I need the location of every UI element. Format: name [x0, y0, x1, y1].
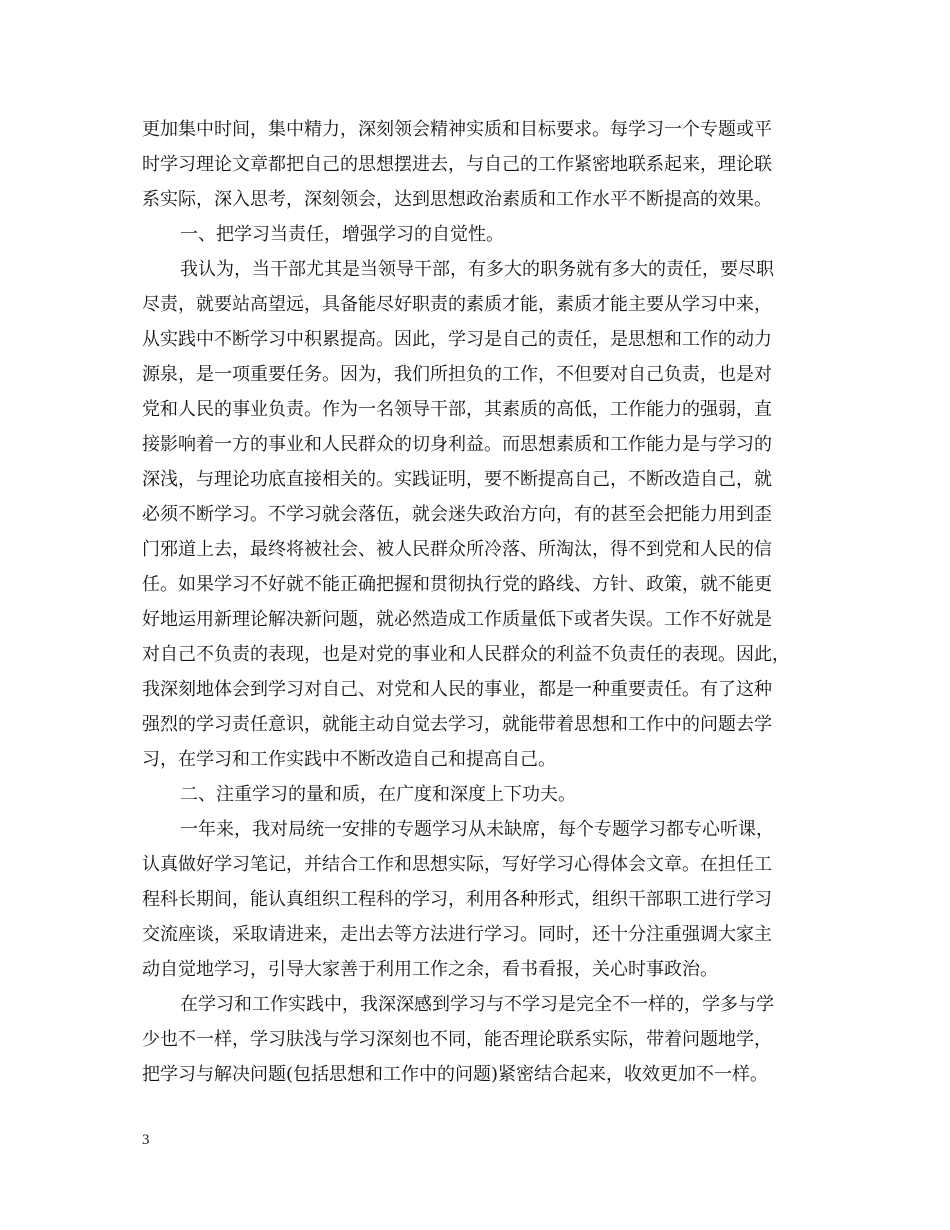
text-line: 任。如果学习不好就不能正确把握和贯彻执行党的路线、方针、政策，就不能更 — [142, 574, 772, 595]
paragraph-start-line: 一、把学习当责任，增强学习的自觉性。 — [180, 224, 504, 245]
text-line: 少也不一样，学习肤浅与学习深刻也不同，能否理论联系实际，带着问题地学， — [142, 1029, 772, 1050]
text-line: 强烈的学习责任意识，就能主动自觉去学习，就能带着思想和工作中的问题去学 — [142, 714, 772, 735]
paragraph-start-line: 在学习和工作实践中，我深深感到学习与不学习是完全不一样的，学多与学 — [180, 994, 774, 1015]
text-line: 深浅，与理论功底直接相关的。实践证明，要不断提高自己，不断改造自己，就 — [142, 469, 772, 490]
text-line: 把学习与解决问题(包括思想和工作中的问题)紧密结合起来，收效更加不一样。 — [142, 1064, 769, 1085]
text-line: 好地运用新理论解决新问题，就必然造成工作质量低下或者失误。工作不好就是 — [142, 609, 772, 630]
paragraph-start-line: 一年来，我对局统一安排的专题学习从未缺席，每个专题学习都专心听课， — [180, 819, 774, 840]
text-line: 程科长期间，能认真组织工程科的学习，利用各种形式，组织干部职工进行学习 — [142, 889, 772, 910]
text-line: 我深刻地体会到学习对自己、对党和人民的事业，都是一种重要责任。有了这种 — [142, 679, 772, 700]
text-line: 时学习理论文章都把自己的思想摆进去，与自己的工作紧密地联系起来，理论联 — [142, 154, 772, 175]
text-line: 从实践中不断学习中积累提高。因此，学习是自己的责任，是思想和工作的动力 — [142, 329, 772, 350]
text-line: 系实际，深入思考，深刻领会，达到思想政治素质和工作水平不断提高的效果。 — [142, 189, 772, 210]
text-line: 更加集中时间，集中精力，深刻领会精神实质和目标要求。每学习一个专题或平 — [142, 119, 772, 140]
text-line: 源泉，是一项重要任务。因为，我们所担负的工作，不但要对自己负责，也是对 — [142, 364, 772, 385]
text-line: 接影响着一方的事业和人民群众的切身利益。而思想素质和工作能力是与学习的 — [142, 434, 772, 455]
text-line: 尽责，就要站高望远，具备能尽好职责的素质才能，素质才能主要从学习中来， — [142, 294, 772, 315]
text-line: 必须不断学习。不学习就会落伍，就会迷失政治方向，有的甚至会把能力用到歪 — [142, 504, 772, 525]
paragraph-start-line: 我认为，当干部尤其是当领导干部，有多大的职务就有多大的责任，要尽职 — [180, 259, 774, 280]
text-line: 门邪道上去，最终将被社会、被人民群众所冷落、所淘汰，得不到党和人民的信 — [142, 539, 772, 560]
page-number: 3 — [142, 1132, 150, 1148]
text-line: 认真做好学习笔记，并结合工作和思想实际，写好学习心得体会文章。在担任工 — [142, 854, 772, 875]
text-line: 对自己不负责的表现，也是对党的事业和人民群众的利益不负责任的表现。因此， — [142, 644, 790, 665]
text-line: 动自觉地学习，引导大家善于利用工作之余，看书看报，关心时事政治。 — [142, 959, 718, 980]
text-line: 交流座谈，采取请进来，走出去等方法进行学习。同时，还十分注重强调大家主 — [142, 924, 772, 945]
text-line: 习，在学习和工作实践中不断改造自己和提高自己。 — [142, 749, 556, 770]
paragraph-start-line: 二、注重学习的量和质，在广度和深度上下功夫。 — [180, 784, 576, 805]
body-text — [142, 112, 817, 1092]
text-line: 党和人民的事业负责。作为一名领导干部，其素质的高低，工作能力的强弱，直 — [142, 399, 772, 420]
